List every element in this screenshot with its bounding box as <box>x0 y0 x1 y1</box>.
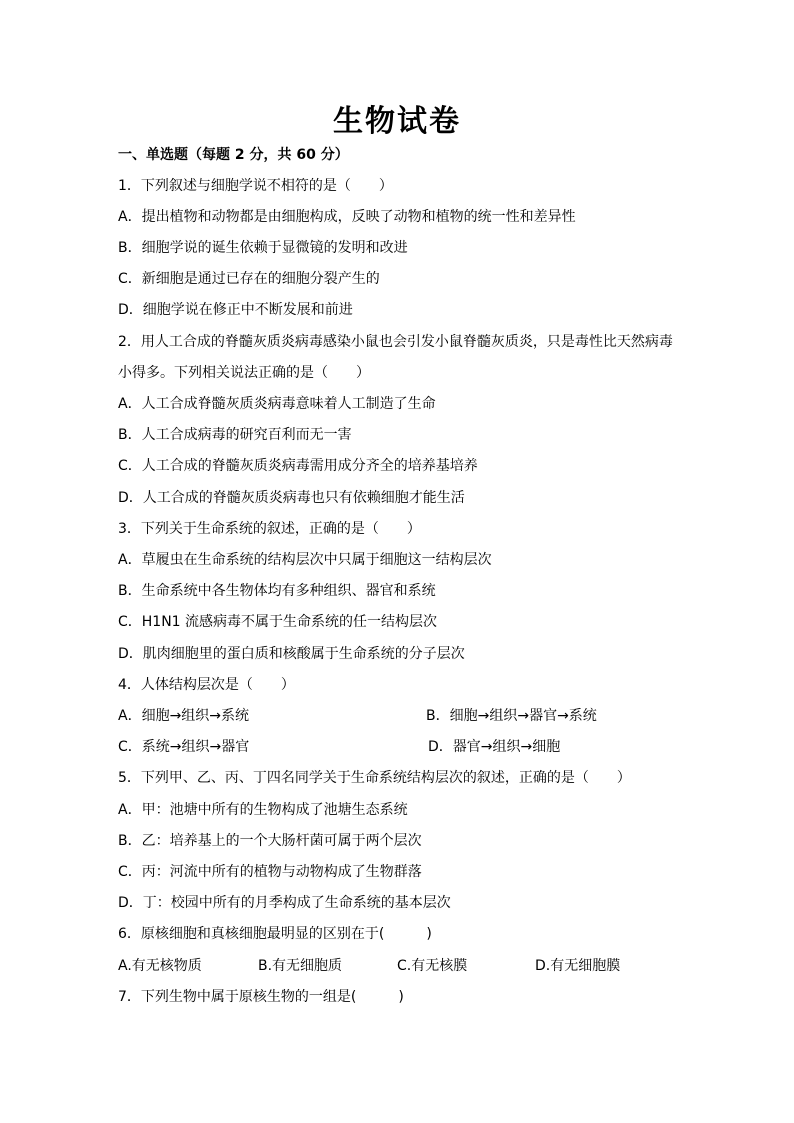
question-3-option-a: A．草履虫在生命系统的结构层次中只属于细胞这一结构层次 <box>118 552 492 568</box>
question-3-option-b: B．生命系统中各生物体均有多种组织、器官和系统 <box>118 583 436 599</box>
question-4-option-b: B．细胞→组织→器官→系统 <box>426 708 597 724</box>
question-7-stem: 7．下列生物中属于原核生物的一组是( ) <box>118 989 404 1005</box>
question-1-option-d: D．细胞学说在修正中不断发展和前进 <box>118 302 353 318</box>
question-2-option-d: D．人工合成的脊髓灰质炎病毒也只有依赖细胞才能生活 <box>118 490 465 506</box>
question-1-option-a: A．提出植物和动物都是由细胞构成，反映了动物和植物的统一性和差异性 <box>118 209 576 225</box>
question-2-stem-line-1: 2．用人工合成的脊髓灰质炎病毒感染小鼠也会引发小鼠脊髓灰质炎，只是毒性比天然病毒 <box>118 334 673 350</box>
question-3-stem: 3．下列关于生命系统的叙述，正确的是（ ） <box>118 521 421 537</box>
question-4-option-d: D．器官→组织→细胞 <box>428 739 561 755</box>
question-5-option-b: B．乙：培养基上的一个大肠杆菌可属于两个层次 <box>118 833 422 849</box>
question-1-option-c: C．新细胞是通过已存在的细胞分裂产生的 <box>118 271 380 287</box>
question-5-option-a: A．甲：池塘中所有的生物构成了池塘生态系统 <box>118 802 408 818</box>
question-2-option-b: B．人工合成病毒的研究百利而无一害 <box>118 427 352 443</box>
question-2-option-c: C．人工合成的脊髓灰质炎病毒需用成分齐全的培养基培养 <box>118 458 478 474</box>
question-6-option-d: D.有无细胞膜 <box>535 958 621 974</box>
question-1-stem: 1．下列叙述与细胞学说不相符的是（ ） <box>118 178 393 194</box>
question-3-option-d: D．肌肉细胞里的蛋白质和核酸属于生命系统的分子层次 <box>118 646 465 662</box>
question-6-option-b: B.有无细胞质 <box>258 958 343 974</box>
question-1-option-b: B．细胞学说的诞生依赖于显微镜的发明和改进 <box>118 240 408 256</box>
question-3-option-c: C．H1N1 流感病毒不属于生命系统的任一结构层次 <box>118 614 438 630</box>
question-2-stem-line-2: 小得多。下列相关说法正确的是（ ） <box>118 365 370 381</box>
exam-title: 生物试卷 <box>333 104 461 139</box>
question-4-option-c: C．系统→组织→器官 <box>118 739 250 755</box>
question-6-stem: 6．原核细胞和真核细胞最明显的区别在于( ) <box>118 926 432 942</box>
question-5-stem: 5．下列甲、乙、丙、丁四名同学关于生命系统结构层次的叙述，正确的是（ ） <box>118 770 631 786</box>
question-5-option-d: D．丁：校园中所有的月季构成了生命系统的基本层次 <box>118 895 451 911</box>
question-6-option-a: A.有无核物质 <box>118 958 202 974</box>
question-5-option-c: C．丙：河流中所有的植物与动物构成了生物群落 <box>118 864 422 880</box>
question-4-stem: 4．人体结构层次是（ ） <box>118 677 295 693</box>
section-heading: 一、单选题（每题 2 分，共 60 分） <box>118 147 349 163</box>
question-2-option-a: A．人工合成脊髓灰质炎病毒意味着人工制造了生命 <box>118 396 436 412</box>
question-6-option-c: C.有无核膜 <box>397 958 468 974</box>
question-4-option-a: A．细胞→组织→系统 <box>118 708 250 724</box>
